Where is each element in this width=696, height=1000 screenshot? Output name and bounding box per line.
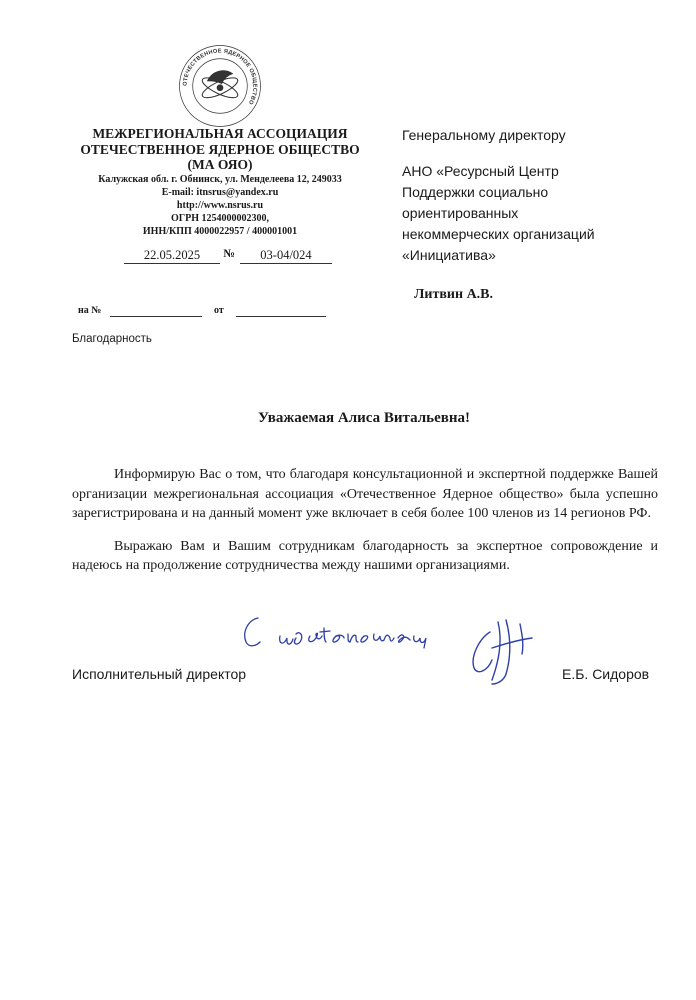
org-email: E-mail: itnsrus@yandex.ru [161,186,279,198]
body-paragraph: Выражаю Вам и Вашим сотрудникам благодарность за экспертное сопровождение и надеюсь на продолжение сотрудничества между нашими организациями. [72,538,658,573]
sender-block [60,126,380,238]
recipient-org-line: некоммерческих организаций [402,226,595,242]
handwritten-signoff [236,612,436,662]
org-name-line-1: МЕЖРЕГИОНАЛЬНАЯ АССОЦИАЦИЯ [92,126,348,141]
body-paragraph: Информирую Вас о том, что благодаря консультационной и экспертной поддержке Вашей организации межрегиональная ассоциация «Отечественное Ядерное общество» была успешно зарегистрирована и на данный момент уже включает в себя более 100 членов из 14 регионов РФ. [72,467,658,521]
letter-subject: Благодарность [72,333,152,345]
letter-date: 22.05.2025 [124,248,220,264]
org-website: http://www.nsrus.ru [176,199,264,211]
greeting: Уважаемая Алиса Витальевна! [258,410,470,426]
letter-number: 03-04/024 [240,248,332,264]
signer-name: Е.Б. Сидоров [562,666,650,682]
reference-number-blank [110,316,202,317]
reference-date-blank [236,316,326,317]
recipient-position: Генеральному директору [402,127,566,143]
reference-date-label: от [214,305,224,316]
recipient-org-line: АНО «Ресурсный Центр [402,163,559,179]
dove-atom-icon [200,71,240,102]
signer-position: Исполнительный директор [72,666,247,682]
logo-ring-text: ОТЕЧЕСТВЕННОЕ ЯДЕРНОЕ ОБЩЕСТВО [182,48,258,106]
recipient-block [402,125,662,266]
recipient-org-line: ориентированных [402,205,519,221]
recipient-name: Литвин А.В. [414,287,494,302]
recipient-org-line: «Инициатива» [402,247,496,263]
number-sign: № [223,248,235,260]
org-ogrn: ОГРН 1254000002300, [170,212,270,224]
org-name-line-2: ОТЕЧЕСТВЕННОЕ ЯДЕРНОЕ ОБЩЕСТВО [80,141,360,157]
organization-logo [176,42,264,130]
registration-line [118,248,338,268]
org-short-name: (МА ОЯО) [187,157,253,173]
handwritten-signature [462,614,548,692]
org-address: Калужская обл. г. Обнинск, ул. Менделеева 12, 249033 [98,173,342,185]
recipient-org-line: Поддержки социально [402,184,549,200]
letter-body [72,465,658,589]
reference-line [78,303,338,321]
reference-number-label: на № [78,305,102,316]
org-inn: ИНН/КПП 4000022957 / 400001001 [142,225,298,237]
